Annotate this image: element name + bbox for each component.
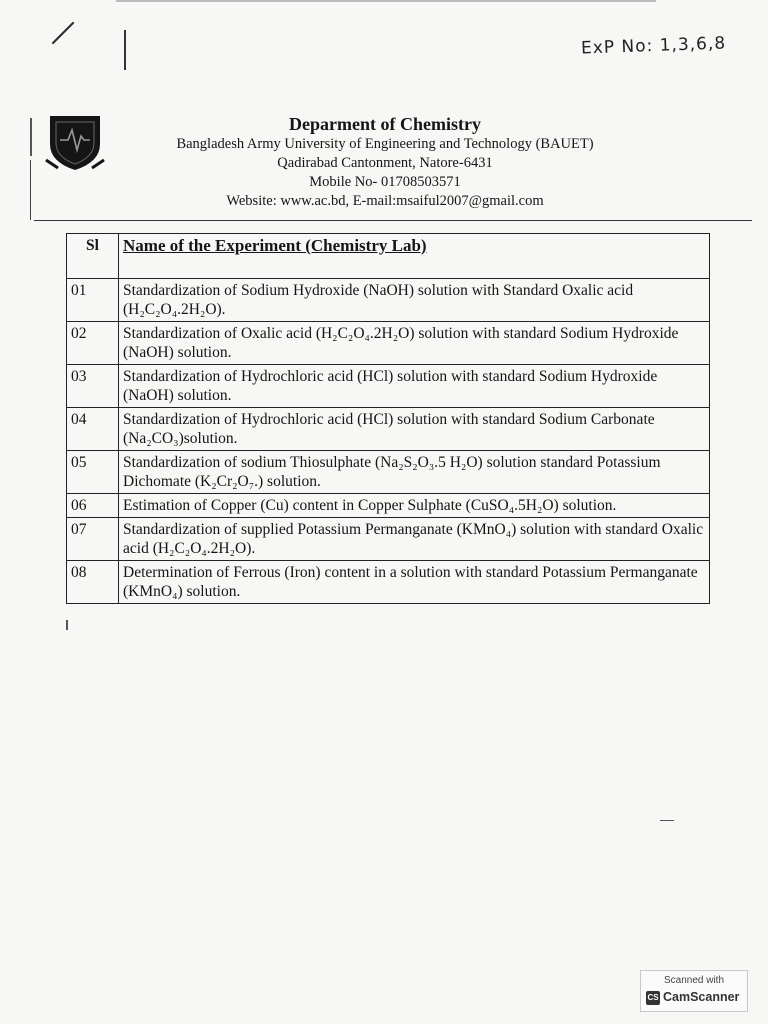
address: Qadirabad Cantonment, Natore-6431 <box>277 155 493 171</box>
university-name: Bangladesh Army University of Engineering and Technology (BAUET) <box>176 136 594 152</box>
table-header-row <box>67 234 710 279</box>
scan-mark <box>30 160 31 220</box>
experiment-name-cell: Standardization of Sodium Hydroxide (NaOH) solution with Standard Oxalic acid (H₂C₂O₄.2H₂O). <box>119 279 710 322</box>
table-row <box>67 322 710 365</box>
experiment-name-cell: Standardization of Oxalic acid (H₂C₂O₄.2H₂O) solution with standard Sodium Hydroxide (NaOH) solution. <box>119 322 710 365</box>
experiment-name-cell: Standardization of Hydrochloric acid (HCl) solution with standard Sodium Carbonate (Na₂CO₃)solution. <box>119 408 710 451</box>
table-row <box>67 561 710 604</box>
table-row <box>67 494 710 518</box>
experiment-name-cell: Determination of Ferrous (Iron) content in a solution with standard Potassium Permanganate (KMnO₄) solution. <box>119 561 710 604</box>
table-row <box>67 365 710 408</box>
scan-mark <box>116 0 656 2</box>
camscanner-brand: CamScanner <box>663 990 740 1004</box>
experiment-table <box>66 233 710 604</box>
mobile-number: Mobile No- 01708503571 <box>309 174 461 190</box>
scanned-with-label: Scanned with <box>663 975 725 986</box>
serial-cell: 01 <box>67 279 119 322</box>
department-title: Deparment of Chemistry <box>289 114 481 134</box>
serial-cell: 07 <box>67 518 119 561</box>
handwritten-note: ExP No: 1,3,6,8 <box>580 33 727 59</box>
serial-cell: 03 <box>67 365 119 408</box>
serial-cell: 02 <box>67 322 119 365</box>
table-row <box>67 279 710 322</box>
scan-mark <box>52 22 75 45</box>
header-divider <box>34 220 752 221</box>
experiment-name-cell: Estimation of Copper (Cu) content in Copper Sulphate (CuSO₄.5H₂O) solution. <box>119 494 710 518</box>
contact-line: Website: www.ac.bd, E-mail:msaiful2007@gmail.com <box>226 193 544 209</box>
table-row <box>67 518 710 561</box>
column-header-sl: Sl <box>67 234 119 279</box>
serial-cell: 04 <box>67 408 119 451</box>
serial-cell: 05 <box>67 451 119 494</box>
experiment-name-cell: Standardization of sodium Thiosulphate (Na₂S₂O₃.5 H₂O) solution standard Potassium Dichomate (K₂Cr₂O₇.) solution. <box>119 451 710 494</box>
scan-mark <box>30 118 32 156</box>
document-header <box>130 113 640 211</box>
university-logo <box>44 110 106 172</box>
scan-mark <box>124 30 126 70</box>
table-row <box>67 451 710 494</box>
camscanner-watermark <box>640 970 748 1012</box>
column-header-experiment: Name of the Experiment (Chemistry Lab) <box>119 234 710 279</box>
serial-cell: 06 <box>67 494 119 518</box>
table-row <box>67 408 710 451</box>
scan-mark <box>66 620 68 630</box>
serial-cell: 08 <box>67 561 119 604</box>
experiment-name-cell: Standardization of Hydrochloric acid (HCl) solution with standard Sodium Hydroxide (NaOH) solution. <box>119 365 710 408</box>
camscanner-icon: CS <box>646 991 660 1005</box>
scan-mark <box>660 820 674 821</box>
experiment-name-cell: Standardization of supplied Potassium Permanganate (KMnO₄) solution with standard Oxalic acid (H₂C₂O₄.2H₂O). <box>119 518 710 561</box>
